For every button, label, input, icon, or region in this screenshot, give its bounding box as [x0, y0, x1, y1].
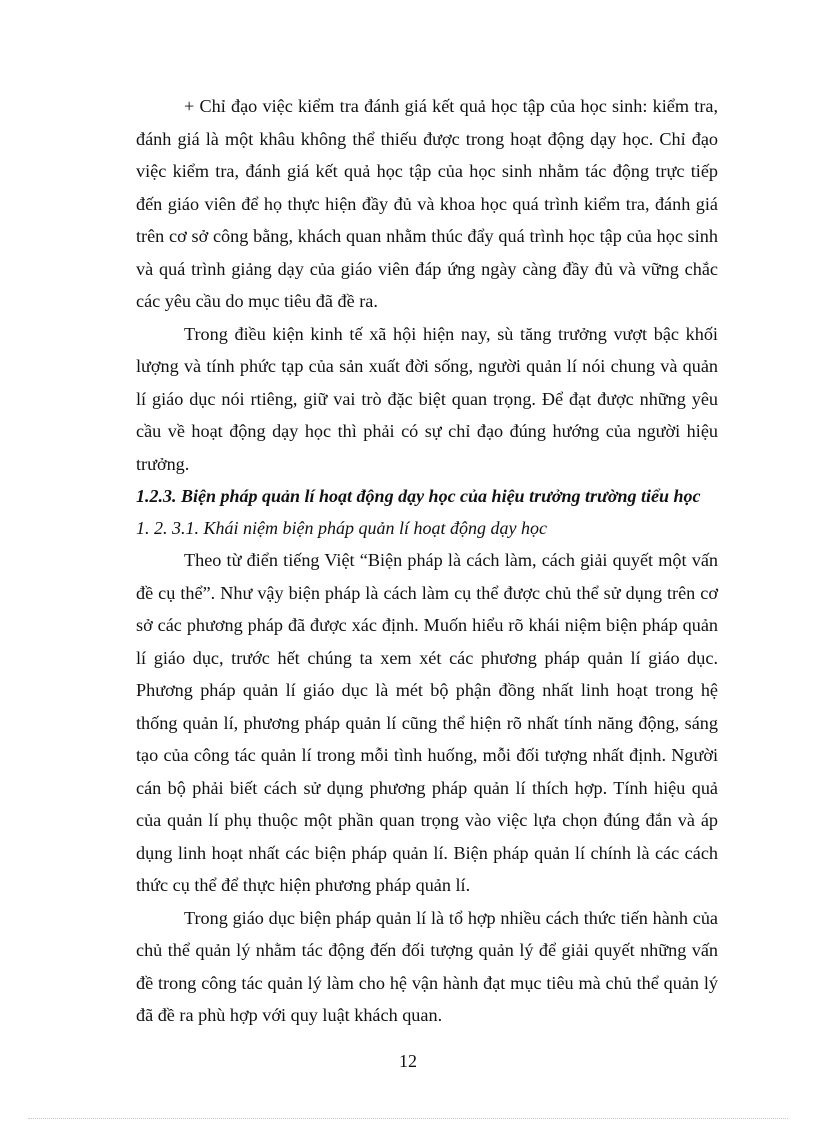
paragraph-socioeconomic-context: Trong điều kiện kinh tế xã hội hiện nay, sù tăng trưởng vượt bậc khối lượng và tính phức tạp của sản xuất đời sống, người quản lí nói chung và quản lí giáo dục nói rtiêng, giữ vai trò đặc biệt quan trọng. Để đạt được những yêu cầu về hoạt động dạy học thì phải có sự chỉ đạo đúng hướng của người hiệu trưởng.: [136, 323, 718, 474]
subsection-heading: 1. 2. 3.1. Khái niệm biện pháp quản lí hoạt động dạy học: [136, 518, 547, 538]
paragraph-definition: Theo từ điển tiếng Việt “Biện pháp là cách làm, cách giải quyết một vấn đề cụ thể”. Như vậy biện pháp là cách làm cụ thể được chủ thể sử dụng trên cơ sở các phương pháp đã được xác định. Muốn hiểu rõ khái niệm biện pháp quản lí giáo dục, trước hết chúng ta xem xét các phương pháp quản lí giáo dục. Phương pháp quản lí giáo dục là mét bộ phận đồng nhất linh hoạt trong hệ thống quản lí, phương pháp quản lí cũng thể hiện rõ nhất tính năng động, sáng tạo của công tác quản lí trong mỗi tình huống, mỗi đối tượng nhất định. Người cán bộ phải biết cách sử dụng phương pháp quản lí thích hợp. Tính hiệu quả của quản lí phụ thuộc một phần quan trọng vào việc lựa chọn đúng đắn và áp dụng linh hoạt nhất các biện pháp quản lí. Biện pháp quản lí chính là các cách thức cụ thể để thực hiện phương pháp quản lí.: [136, 550, 718, 895]
section-heading: 1.2.3. Biện pháp quản lí hoạt động dạy học của hiệu trưởng trường tiểu học: [136, 486, 701, 506]
page-boundary-divider: [28, 1118, 788, 1119]
page-body: [136, 90, 718, 1032]
paragraph-management-measures: Trong giáo dục biện pháp quản lí là tổ hợp nhiều cách thức tiến hành của chủ thể quản lý nhằm tác động đến đối tượng quản lý để giải quyết những vấn đề trong công tác quản lý làm cho hệ vận hành đạt mục tiêu mà chủ thể quản lý đã đề ra phù hợp với quy luật khách quan.: [136, 907, 718, 1025]
paragraph-assessment-guidance: + Chỉ đạo việc kiểm tra đánh giá kết quả học tập của học sinh: kiểm tra, đánh giá là một khâu không thể thiếu được trong hoạt động dạy học. Chỉ đạo việc kiểm tra, đánh giá kết quả học tập của học sinh nhằm tác động trực tiếp đến giáo viên để họ thực hiện đầy đủ và khoa học quá trình kiểm tra, đánh giá trên cơ sở công bằng, khách quan nhằm thúc đẩy quá trình học tập của học sinh và quá trình giảng dạy của giáo viên đáp ứng ngày càng đầy đủ và vững chắc các yêu cầu do mục tiêu đã đề ra.: [136, 96, 718, 311]
page-number: 12: [399, 1051, 417, 1071]
